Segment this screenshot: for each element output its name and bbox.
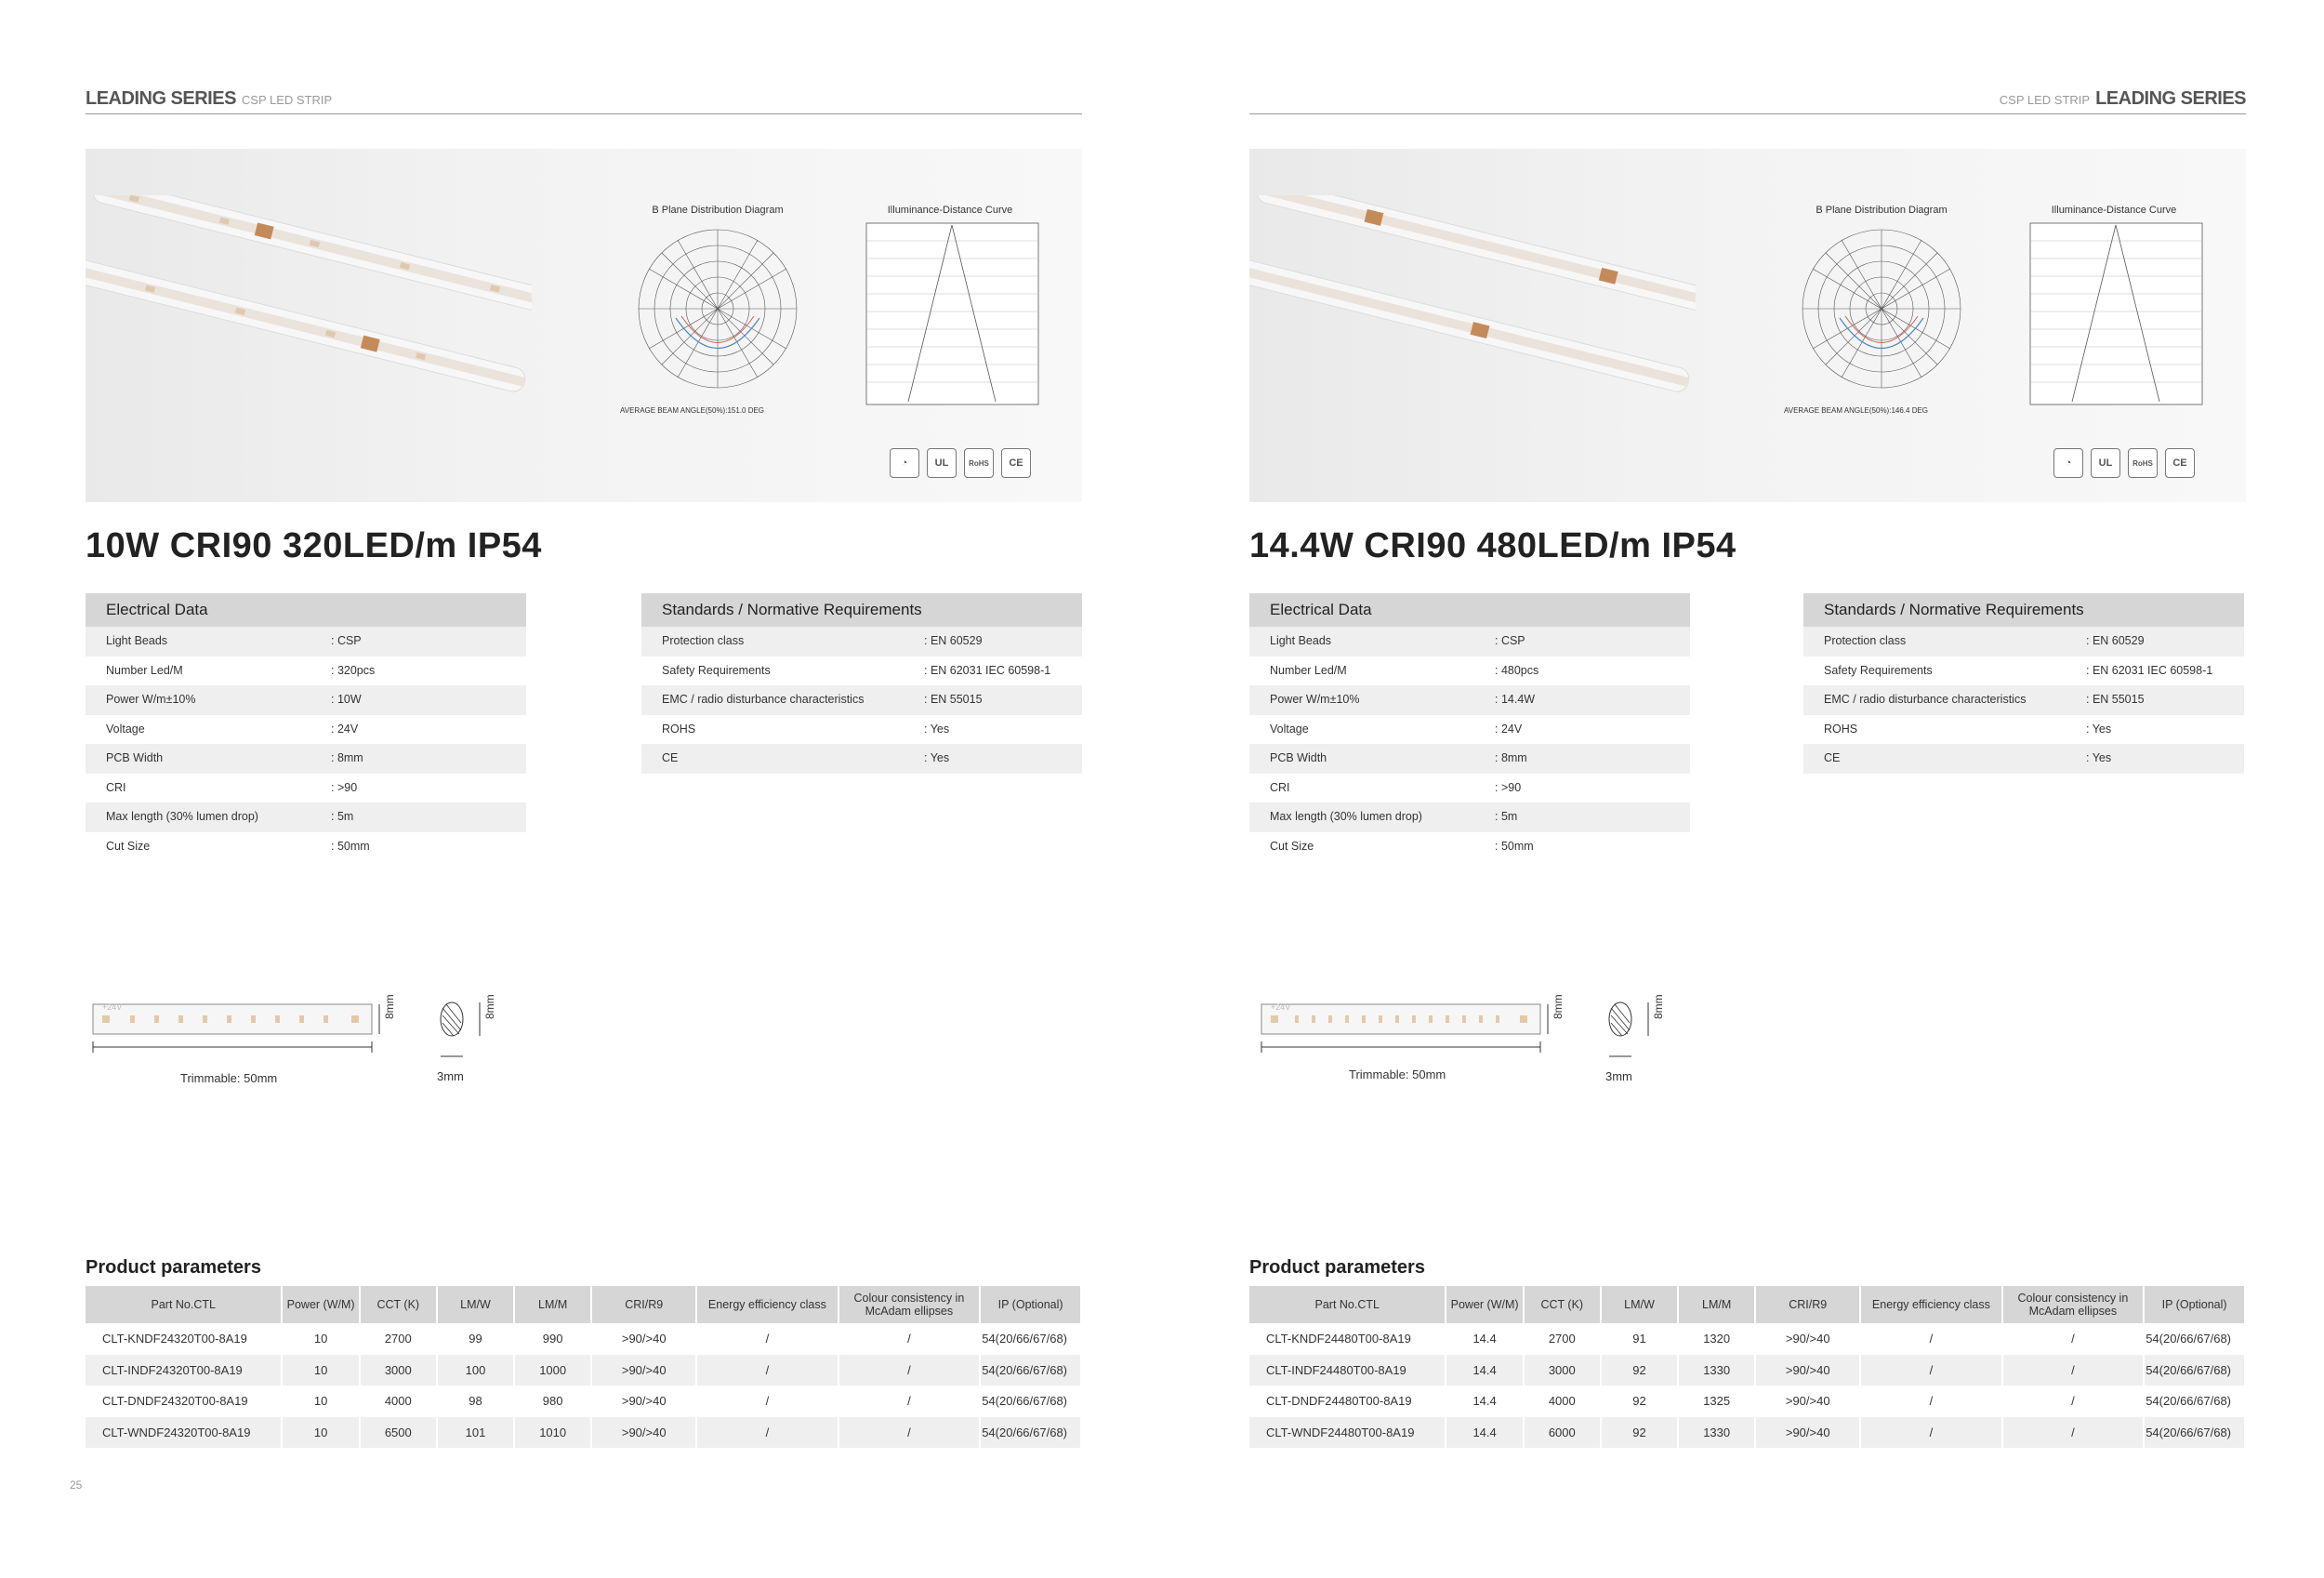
spec-value: : CSP <box>331 634 362 647</box>
spec-key: EMC / radio disturbance characteristics <box>1824 693 2027 706</box>
cell: >90/>40 <box>1755 1386 1860 1417</box>
cell: 1010 <box>514 1417 591 1449</box>
col-header: LM/W <box>1601 1286 1678 1323</box>
spec-row <box>1249 715 1690 745</box>
spec-key: CRI <box>106 780 126 794</box>
ul-icon: UL <box>2091 448 2120 478</box>
thickness-label: 3mm <box>1605 1069 1632 1083</box>
cell: 14.4 <box>1446 1386 1523 1417</box>
cell: 10 <box>282 1323 359 1355</box>
cell: / <box>2002 1355 2145 1386</box>
spec-value: : 480pcs <box>1495 663 1539 677</box>
spec-row <box>641 656 1082 686</box>
cell: CLT-KNDF24480T00-8A19 <box>1249 1323 1446 1355</box>
table-row <box>86 1417 1081 1449</box>
spec-row <box>1249 685 1690 715</box>
spec-row <box>1249 832 1690 862</box>
cell: 4000 <box>1524 1386 1601 1417</box>
spec-row <box>1249 627 1690 656</box>
series-subtitle: CSP LED STRIP <box>241 93 333 107</box>
rohs-icon: RoHS <box>964 448 994 478</box>
spec-row <box>1249 802 1690 832</box>
cell: 54(20/66/67/68) <box>2144 1323 2245 1355</box>
spec-key: Power W/m±10% <box>1270 693 1360 706</box>
spec-value: : 5m <box>331 810 354 823</box>
cell: / <box>1860 1355 2001 1386</box>
dimension-drawing <box>1258 995 1704 1088</box>
polar-diagram-title: B Plane Distribution Diagram <box>652 205 784 216</box>
cell: / <box>2002 1386 2145 1417</box>
cell: CLT-KNDF24320T00-8A19 <box>86 1323 282 1355</box>
cell: / <box>1860 1386 2001 1417</box>
dimmable-icon: ◔ <box>2053 448 2083 478</box>
col-header: CCT (K) <box>1524 1286 1601 1323</box>
cell: >90/>40 <box>1755 1323 1860 1355</box>
spec-value: : 24V <box>331 722 359 736</box>
beam-angle-label: AVERAGE BEAM ANGLE(50%):146.4 DEG <box>1784 406 1929 415</box>
product-hero <box>1249 149 2246 502</box>
spec-key: Protection class <box>1824 634 1907 647</box>
width-label: 8mm <box>1552 994 1565 1019</box>
spec-row <box>1249 774 1690 803</box>
spec-value: : EN 60529 <box>2086 634 2145 647</box>
cell: CLT-DNDF24320T00-8A19 <box>86 1386 282 1417</box>
cell: 1325 <box>1678 1386 1755 1417</box>
cell: 14.4 <box>1446 1417 1523 1449</box>
spec-value: : >90 <box>1495 780 1522 794</box>
cell: >90/>40 <box>591 1417 696 1449</box>
strip-dimension-svg <box>89 995 535 1069</box>
spec-value: : EN 55015 <box>924 693 983 706</box>
spec-key: Safety Requirements <box>662 663 771 677</box>
page-header <box>86 86 1082 114</box>
spec-row <box>86 627 526 656</box>
product-hero <box>86 149 1082 502</box>
spec-row <box>1249 744 1690 774</box>
dimmable-icon: ◔ <box>890 448 919 478</box>
spec-row <box>86 802 526 832</box>
cell: / <box>838 1386 981 1417</box>
cell: 54(20/66/67/68) <box>2144 1386 2245 1417</box>
col-header: CRI/R9 <box>591 1286 696 1323</box>
polar-distribution-diagram <box>1784 205 1979 418</box>
ce-icon: CE <box>2165 448 2195 478</box>
cell: >90/>40 <box>591 1355 696 1386</box>
spec-key: Cut Size <box>1270 839 1314 853</box>
cell: 2700 <box>1524 1323 1601 1355</box>
spec-row <box>86 744 526 774</box>
product-parameters <box>1249 1257 2246 1448</box>
cell: / <box>1860 1323 2001 1355</box>
spec-value: : 5m <box>1495 810 1518 823</box>
trimmable-label: Trimmable: 50mm <box>180 1071 278 1085</box>
ce-icon: CE <box>1001 448 1031 478</box>
col-header: IP (Optional) <box>2144 1286 2245 1323</box>
table-row <box>86 1323 1081 1355</box>
cell: CLT-INDF24320T00-8A19 <box>86 1355 282 1386</box>
right-page <box>1162 0 2324 1578</box>
spec-value: : 8mm <box>331 751 363 764</box>
spec-key: PCB Width <box>106 751 164 764</box>
col-header: Colour consistency in McAdam ellipses <box>2002 1286 2145 1323</box>
parameters-table <box>86 1286 1082 1448</box>
spec-key: EMC / radio disturbance characteristics <box>662 693 865 706</box>
spec-value: : Yes <box>2086 751 2112 764</box>
spec-key: PCB Width <box>1270 751 1327 764</box>
spec-key: Voltage <box>106 722 145 736</box>
cell: 101 <box>437 1417 514 1449</box>
cell: 980 <box>514 1386 591 1417</box>
cell: CLT-WNDF24320T00-8A19 <box>86 1417 282 1449</box>
spec-value: : EN 55015 <box>2086 693 2145 706</box>
cell: 4000 <box>360 1386 437 1417</box>
cell: / <box>2002 1417 2145 1449</box>
cell: / <box>838 1355 981 1386</box>
spec-row <box>641 627 1082 656</box>
cell: 14.4 <box>1446 1323 1523 1355</box>
parameters-table <box>1249 1286 2246 1448</box>
height-label: 8mm <box>483 994 496 1019</box>
spec-row <box>86 685 526 715</box>
cell: 54(20/66/67/68) <box>980 1417 1081 1449</box>
table-row <box>1249 1355 2245 1386</box>
col-header: Energy efficiency class <box>696 1286 838 1323</box>
col-header: LM/W <box>437 1286 514 1323</box>
spec-value: : 10W <box>331 693 362 706</box>
spec-value: : EN 60529 <box>924 634 983 647</box>
spec-key: CRI <box>1270 780 1290 794</box>
cell: 1000 <box>514 1355 591 1386</box>
polarity-mark: +24V <box>102 1002 123 1012</box>
polar-diagram-title: B Plane Distribution Diagram <box>1816 205 1948 216</box>
cell: / <box>2002 1323 2145 1355</box>
spec-row <box>86 656 526 686</box>
product-title: 10W CRI90 320LED/m IP54 <box>86 526 542 565</box>
cell: >90/>40 <box>1755 1355 1860 1386</box>
standards-table <box>641 593 1082 774</box>
cell: 6000 <box>1524 1417 1601 1449</box>
cell: 10 <box>282 1355 359 1386</box>
electrical-data-heading: Electrical Data <box>1249 593 1690 627</box>
electrical-data-table <box>1249 593 1690 861</box>
cell: 10 <box>282 1386 359 1417</box>
table-row <box>86 1355 1081 1386</box>
curve-chart <box>2016 216 2212 413</box>
cell: 1330 <box>1678 1355 1755 1386</box>
cell: 2700 <box>360 1323 437 1355</box>
cell: 1330 <box>1678 1417 1755 1449</box>
cell: CLT-DNDF24480T00-8A19 <box>1249 1386 1446 1417</box>
col-header: CRI/R9 <box>1755 1286 1860 1323</box>
trimmable-label: Trimmable: 50mm <box>1349 1067 1446 1081</box>
polarity-mark: +24V <box>1271 1002 1291 1012</box>
table-row <box>1249 1323 2245 1355</box>
spec-row <box>1803 656 2244 686</box>
spec-key: Max length (30% lumen drop) <box>1270 810 1422 823</box>
cell: 99 <box>437 1323 514 1355</box>
cell: / <box>696 1323 838 1355</box>
cell: 10 <box>282 1417 359 1449</box>
spec-key: CE <box>1824 751 1841 764</box>
spec-row <box>1249 656 1690 686</box>
spec-value: : Yes <box>924 722 950 736</box>
col-header: Energy efficiency class <box>1860 1286 2001 1323</box>
cell: 14.4 <box>1446 1355 1523 1386</box>
spec-key: CE <box>662 751 679 764</box>
cell: 54(20/66/67/68) <box>980 1386 1081 1417</box>
cell: 92 <box>1601 1355 1678 1386</box>
product-parameters-heading: Product parameters <box>1249 1257 1425 1278</box>
spec-row <box>1803 685 2244 715</box>
height-label: 8mm <box>1652 994 1665 1019</box>
spec-value: : EN 62031 IEC 60598-1 <box>2086 663 2213 677</box>
polar-distribution-diagram <box>620 205 815 418</box>
spec-row <box>641 744 1082 774</box>
cell: >90/>40 <box>591 1323 696 1355</box>
col-header: Power (W/M) <box>282 1286 359 1323</box>
col-header: Part No.CTL <box>1249 1286 1446 1323</box>
spec-value: : 14.4W <box>1495 693 1536 706</box>
spec-key: Power W/m±10% <box>106 693 196 706</box>
spec-row <box>641 685 1082 715</box>
ul-icon: UL <box>927 448 957 478</box>
curve-diagram-title: Illuminance-Distance Curve <box>887 205 1013 216</box>
rohs-icon: RoHS <box>2128 448 2158 478</box>
spec-key: Protection class <box>662 634 745 647</box>
spec-value: : 320pcs <box>331 663 376 677</box>
spec-row <box>86 832 526 862</box>
cell: 91 <box>1601 1323 1678 1355</box>
cell: >90/>40 <box>591 1386 696 1417</box>
spec-key: Light Beads <box>106 634 168 647</box>
series-title: LEADING SERIES <box>2095 88 2246 109</box>
spec-key: Voltage <box>1270 722 1309 736</box>
col-header: Part No.CTL <box>86 1286 282 1323</box>
spec-value: : EN 62031 IEC 60598-1 <box>924 663 1051 677</box>
cell: / <box>696 1355 838 1386</box>
standards-heading: Standards / Normative Requirements <box>1803 593 2244 627</box>
col-header: Colour consistency in McAdam ellipses <box>838 1286 981 1323</box>
table-row <box>1249 1417 2245 1449</box>
col-header: CCT (K) <box>360 1286 437 1323</box>
standards-table <box>1803 593 2244 774</box>
cell: 3000 <box>1524 1355 1601 1386</box>
page-number: 25 <box>70 1479 83 1492</box>
electrical-data-heading: Electrical Data <box>86 593 526 627</box>
spec-key: Safety Requirements <box>1824 663 1933 677</box>
electrical-data-table <box>86 593 526 861</box>
col-header: LM/M <box>514 1286 591 1323</box>
spec-key: Cut Size <box>106 839 151 853</box>
series-subtitle: CSP LED STRIP <box>1999 93 2091 107</box>
product-parameters <box>86 1257 1082 1448</box>
spec-row <box>86 715 526 745</box>
page-header <box>1249 86 2246 114</box>
spec-row <box>1803 744 2244 774</box>
polar-chart <box>1784 216 1979 402</box>
illuminance-distance-curve <box>2016 205 2212 418</box>
cell: CLT-INDF24480T00-8A19 <box>1249 1355 1446 1386</box>
led-strip-photo <box>1249 195 1696 456</box>
spec-value: : >90 <box>331 780 358 794</box>
illuminance-distance-curve <box>852 205 1048 418</box>
curve-diagram-title: Illuminance-Distance Curve <box>2051 205 2177 216</box>
product-parameters-heading: Product parameters <box>86 1257 261 1278</box>
cell: / <box>1860 1417 2001 1449</box>
cell: 1320 <box>1678 1323 1755 1355</box>
certification-icons <box>890 448 1031 478</box>
spec-row <box>641 715 1082 745</box>
cell: / <box>838 1323 981 1355</box>
cell: 98 <box>437 1386 514 1417</box>
cell: / <box>838 1417 981 1449</box>
cell: CLT-WNDF24480T00-8A19 <box>1249 1417 1446 1449</box>
col-header: LM/M <box>1678 1286 1755 1323</box>
col-header: IP (Optional) <box>980 1286 1081 1323</box>
spec-value: : 50mm <box>331 839 370 853</box>
table-row <box>1249 1386 2245 1417</box>
cell: 92 <box>1601 1417 1678 1449</box>
cell: 990 <box>514 1323 591 1355</box>
spec-key: Light Beads <box>1270 634 1332 647</box>
spec-row <box>86 774 526 803</box>
strip-dimension-svg <box>1258 995 1704 1069</box>
polar-chart <box>620 216 815 402</box>
cell: 6500 <box>360 1417 437 1449</box>
cell: 92 <box>1601 1386 1678 1417</box>
curve-chart <box>852 216 1048 413</box>
cell: 54(20/66/67/68) <box>2144 1417 2245 1449</box>
spec-row <box>1803 627 2244 656</box>
spec-key: ROHS <box>662 722 696 736</box>
spec-value: : 50mm <box>1495 839 1534 853</box>
table-row <box>86 1386 1081 1417</box>
beam-angle-label: AVERAGE BEAM ANGLE(50%):151.0 DEG <box>620 406 765 415</box>
col-header: Power (W/M) <box>1446 1286 1523 1323</box>
spec-value: : 8mm <box>1495 751 1527 764</box>
cell: / <box>696 1417 838 1449</box>
width-label: 8mm <box>383 994 396 1019</box>
spec-key: Number Led/M <box>1270 663 1347 677</box>
certification-icons <box>2053 448 2195 478</box>
cell: / <box>696 1386 838 1417</box>
spec-value: : Yes <box>924 751 950 764</box>
spec-value: : 24V <box>1495 722 1523 736</box>
cell: 100 <box>437 1355 514 1386</box>
dimension-drawing <box>89 995 535 1088</box>
spec-key: Max length (30% lumen drop) <box>106 810 258 823</box>
spec-value: : CSP <box>1495 634 1525 647</box>
cell: 3000 <box>360 1355 437 1386</box>
thickness-label: 3mm <box>437 1069 464 1083</box>
series-title: LEADING SERIES <box>86 88 236 109</box>
cell: >90/>40 <box>1755 1417 1860 1449</box>
spec-value: : Yes <box>2086 722 2112 736</box>
standards-heading: Standards / Normative Requirements <box>641 593 1082 627</box>
cell: 54(20/66/67/68) <box>980 1323 1081 1355</box>
cell: 54(20/66/67/68) <box>2144 1355 2245 1386</box>
cell: 54(20/66/67/68) <box>980 1355 1081 1386</box>
spec-key: Number Led/M <box>106 663 183 677</box>
spec-key: ROHS <box>1824 722 1858 736</box>
led-strip-photo <box>86 195 532 456</box>
product-title: 14.4W CRI90 480LED/m IP54 <box>1249 526 1736 565</box>
spec-row <box>1803 715 2244 745</box>
